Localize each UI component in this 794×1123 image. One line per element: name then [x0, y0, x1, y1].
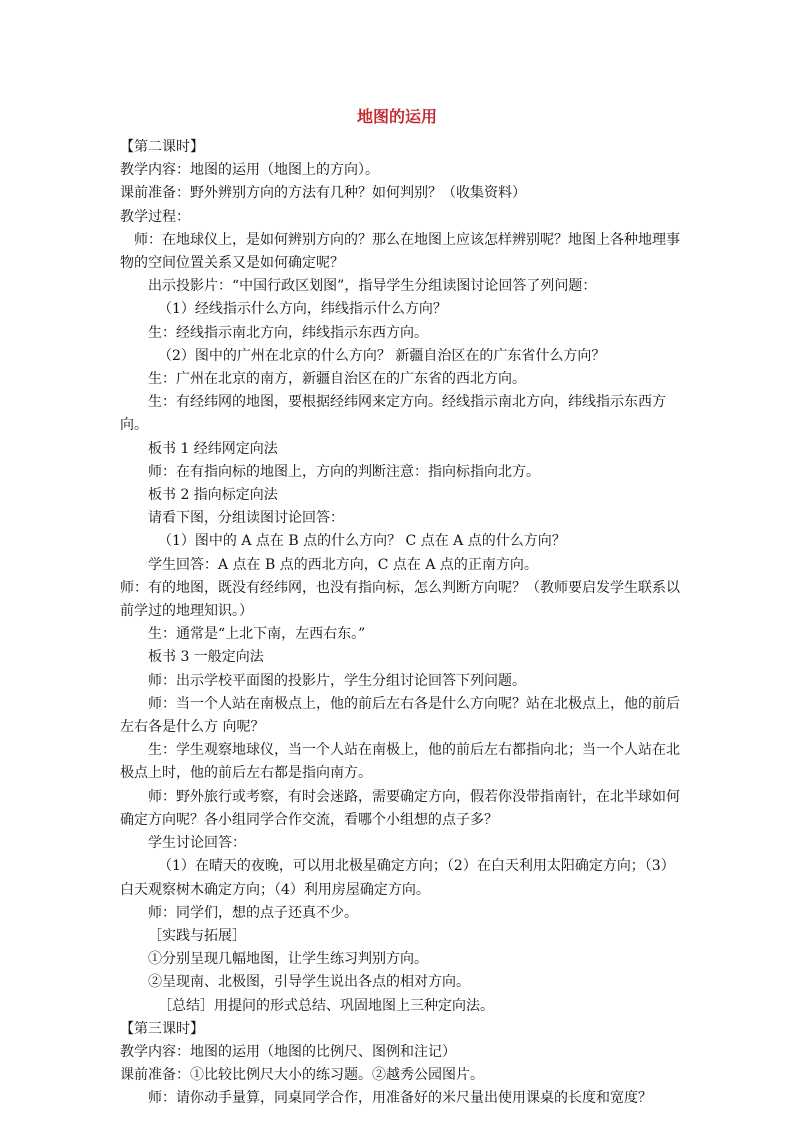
- paragraph: ②呈现南、北极图，引导学生说出各点的相对方向。: [148, 974, 470, 991]
- paragraph: 师：同学们，想的点子还真不少。: [148, 904, 358, 921]
- paragraph: 教学内容：地图的运用（地图上的方向）。: [120, 162, 379, 179]
- paragraph: 生：有经纬网的地图，要根据经纬网来定方向。经线指示南北方向，纬线指示东西方向。: [120, 394, 666, 434]
- paragraph: 师：当一个人站在南极点上，他的前后左右各是什么方向呢？站在北极点上，他的前后左右各是什么方 向呢？: [120, 695, 680, 736]
- paragraph: ①分别呈现几幅地图，让学生练习判别方向。: [148, 951, 428, 968]
- paragraph: 生：学生观察地球仪，当一个人站在南极上，他的前后左右都指向北；当一个人站在北极点上时，他的前后左右都是指向南方。: [120, 742, 680, 782]
- document-title: 地图的运用: [356, 107, 437, 126]
- paragraph: 学生回答：A 点在 B 点的西北方向，C 点在 A 点的正南方向。: [148, 556, 538, 573]
- paragraph: 师：野外旅行或考察，有时会迷路，需要确定方向，假若你没带指南针，在北半球如何确定方向呢？各小组同学合作交流，看哪个小组想的点子多？: [120, 788, 680, 828]
- paragraph: 板书 3 一般定向法: [148, 649, 264, 666]
- paragraph: 教学内容：地图的运用（地图的比例尺、图例和注记）: [120, 1043, 456, 1060]
- paragraph: 教学过程：: [120, 208, 190, 225]
- paragraph: 学生讨论回答：: [148, 835, 246, 852]
- paragraph: 生：广州在北京的南方，新疆自治区在的广东省的西北方向。: [148, 371, 526, 388]
- paragraph: 师：请你动手量算，同桌同学合作，用准备好的米尺量出使用课桌的长度和宽度？: [148, 1090, 652, 1107]
- paragraph: 师：在有指向标的地图上，方向的判断注意：指向标指向北方。: [148, 463, 540, 480]
- paragraph: 板书 1 经纬网定向法: [148, 440, 278, 457]
- paragraph: 师：有的地图，既没有经纬网，也没有指向标，怎么判断方向呢？（教师要启发学生联系以前学过的地理知识。）: [120, 579, 680, 620]
- paragraph: （2）图中的广州在北京的什么方向？ 新疆自治区在的广东省什么方向？: [158, 347, 606, 364]
- paragraph: 课前准备：野外辨别方向的方法有几种？如何判别？（收集资料）: [120, 185, 526, 202]
- paragraph: （1）在晴天的夜晚，可以用北极星确定方向；（2）在白天利用太阳确定方向；（3）白天观察树木确定方向；（4）利用房屋确定方向。: [120, 858, 675, 898]
- paragraph: （1）图中的 A 点在 B 点的什么方向？ C 点在 A 点的什么方向？: [158, 533, 566, 550]
- paragraph: 板书 2 指向标定向法: [148, 487, 278, 504]
- paragraph: 【第二课时】: [120, 139, 204, 155]
- paragraph: ［总结］用提问的形式总结、巩固地图上三种定向法。: [158, 997, 494, 1014]
- paragraph: ［实践与拓展］: [148, 927, 246, 944]
- paragraph: 课前准备：①比较比例尺大小的练习题。②越秀公园图片。: [120, 1067, 484, 1084]
- paragraph: 出示投影片：“中国行政区划图”，指导学生分组读图讨论回答了列问题：: [148, 278, 597, 295]
- document-body: [120, 136, 680, 1111]
- paragraph: 【第三课时】: [120, 1020, 204, 1037]
- paragraph: （1）经线指示什么方向，纬线指示什么方向？: [158, 301, 447, 318]
- paragraph: 师：在地球仪上，是如何辨别方向的？那么在地图上应该怎样辨别呢？地图上各种地理事物的空间位置关系又是如何确定呢？: [120, 231, 680, 272]
- paragraph: 生：经线指示南北方向，纬线指示东西方向。: [148, 324, 428, 341]
- paragraph: 生：通常是“上北下南，左西右东。”: [148, 626, 366, 643]
- paragraph: 请看下图，分组读图讨论回答：: [148, 510, 344, 527]
- paragraph: 师：出示学校平面图的投影片，学生分组讨论回答下列问题。: [148, 672, 526, 689]
